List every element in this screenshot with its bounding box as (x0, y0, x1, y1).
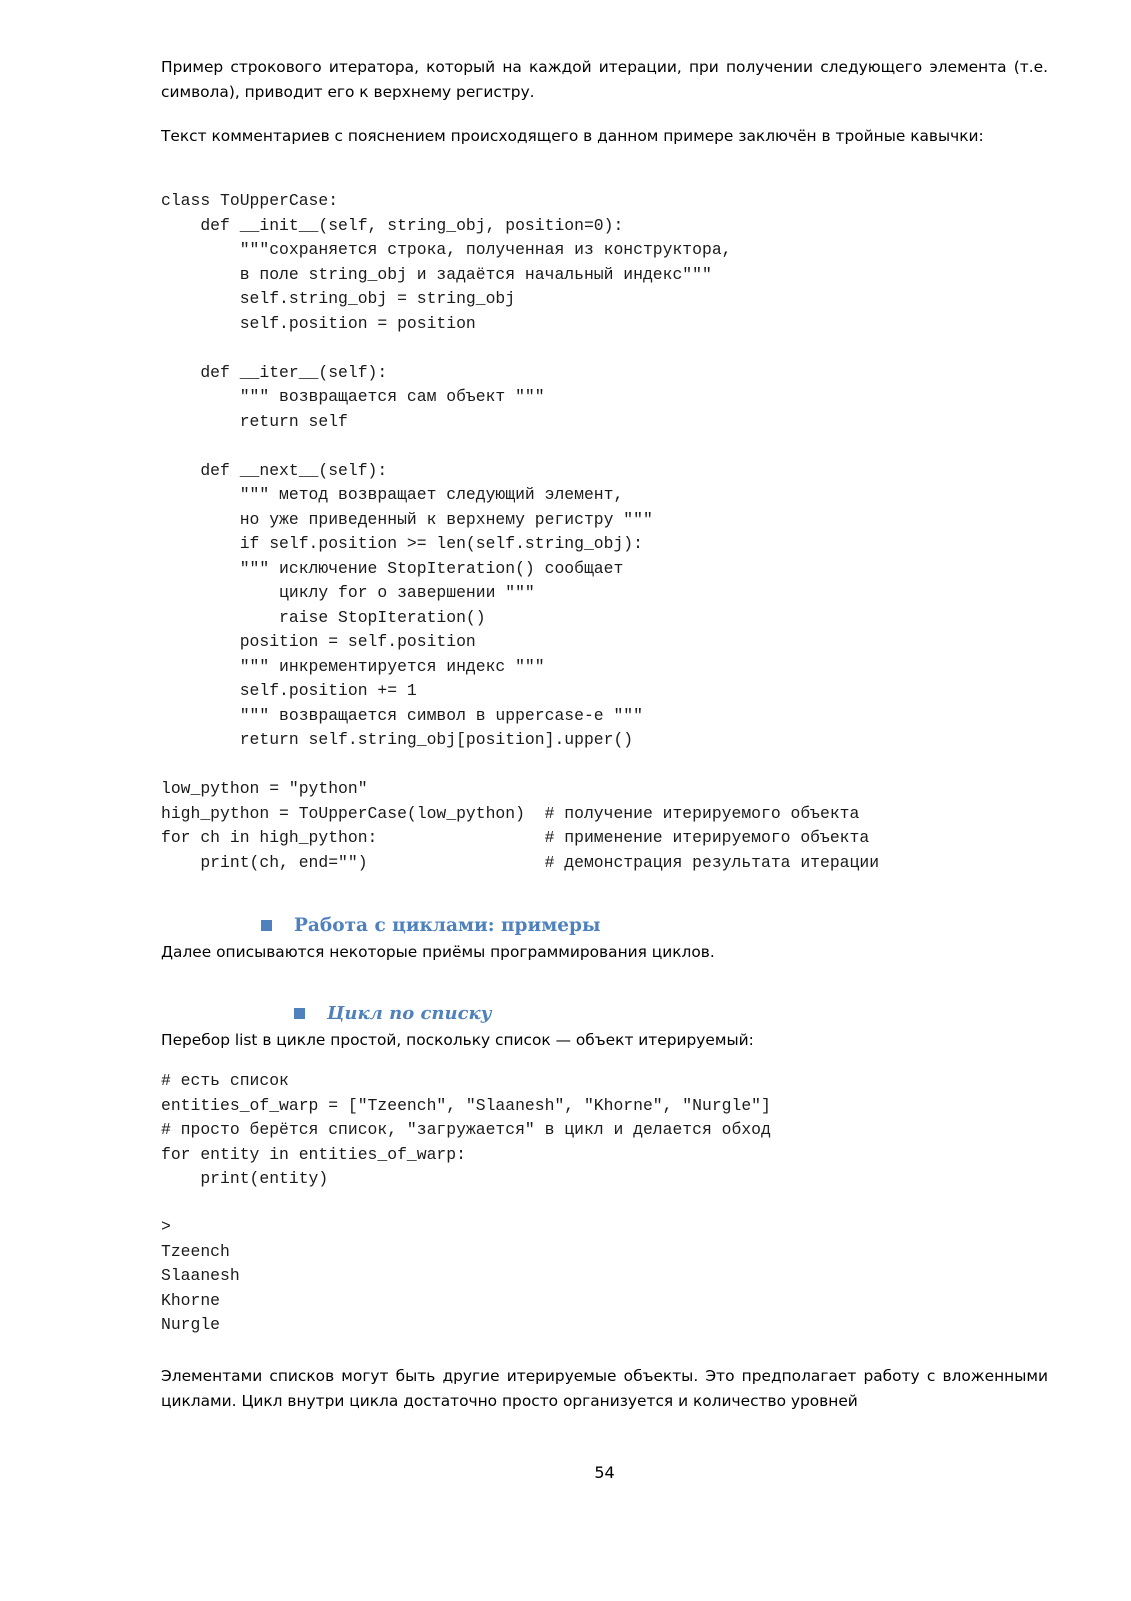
code-block-list-loop: # есть список entities_of_warp = ["Tzeench", "Slaanesh", "Khorne", "Nurgle"] # просто берётся список, "загружается" в цикл и делается обход for entity in entities_of_warp: print(entity) (161, 1071, 771, 1188)
code-output-block: > Tzeench Slaanesh Khorne Nurgle (161, 1217, 240, 1334)
intro-paragraph-1: Пример строкового итератора, который на каждой итерации, при получении следующего элемента (т.е. символа), приводит его к верхнему регистру. (161, 58, 1048, 101)
page-number: 54 (594, 1463, 615, 1482)
document-page (161, 0, 1048, 1601)
code-block-iterator-class: class ToUpperCase: def __init__(self, string_obj, position=0): """сохраняется строка, полученная из конструктора, в поле string_obj и задаётся начальный индекс""" self.string_obj = string_obj self.position = position def __iter__(self): """ возвращается сам объект """ return self def __next__(self): """ метод возвращает следующий элемент, но уже приведенный к верхнему регистру """ if self.position >= len(self.string_obj): """ исключение StopIteration() сообщает циклу for о завершении """ raise StopIteration() position = self.position """ инкрементируется индекс """ self.position += 1 """ возвращается символ в uppercase-е """ return self.string_obj[position].upper() low_python = "python" high_python = ToUpperCase(low_python) # получение итерируемого объекта for ch in high_python: # применение итерируемого объекта print(ch, end="") # демонстрация результата итерации (161, 191, 880, 872)
intro-paragraph-2: Текст комментариев с пояснением происходящего в данном примере заключён в тройные кавычки: (161, 127, 984, 145)
section-intro-paragraph: Далее описываются некоторые приёмы программирования циклов. (161, 943, 715, 961)
square-bullet-icon (261, 920, 272, 931)
section-heading-loops-examples (261, 915, 601, 936)
subsection-heading-list-loop (294, 1003, 492, 1024)
section-heading-text: Работа с циклами: примеры (294, 915, 601, 936)
subsection-intro-paragraph: Перебор list в цикле простой, поскольку список — объект итерируемый: (161, 1031, 754, 1049)
subsection-heading-text: Цикл по списку (327, 1003, 492, 1024)
square-bullet-icon (294, 1008, 305, 1019)
closing-paragraph: Элементами списков могут быть другие итерируемые объекты. Это предполагает работу с вложенными циклами. Цикл внутри цикла достаточно просто организуется и количество уровней (161, 1367, 1048, 1410)
